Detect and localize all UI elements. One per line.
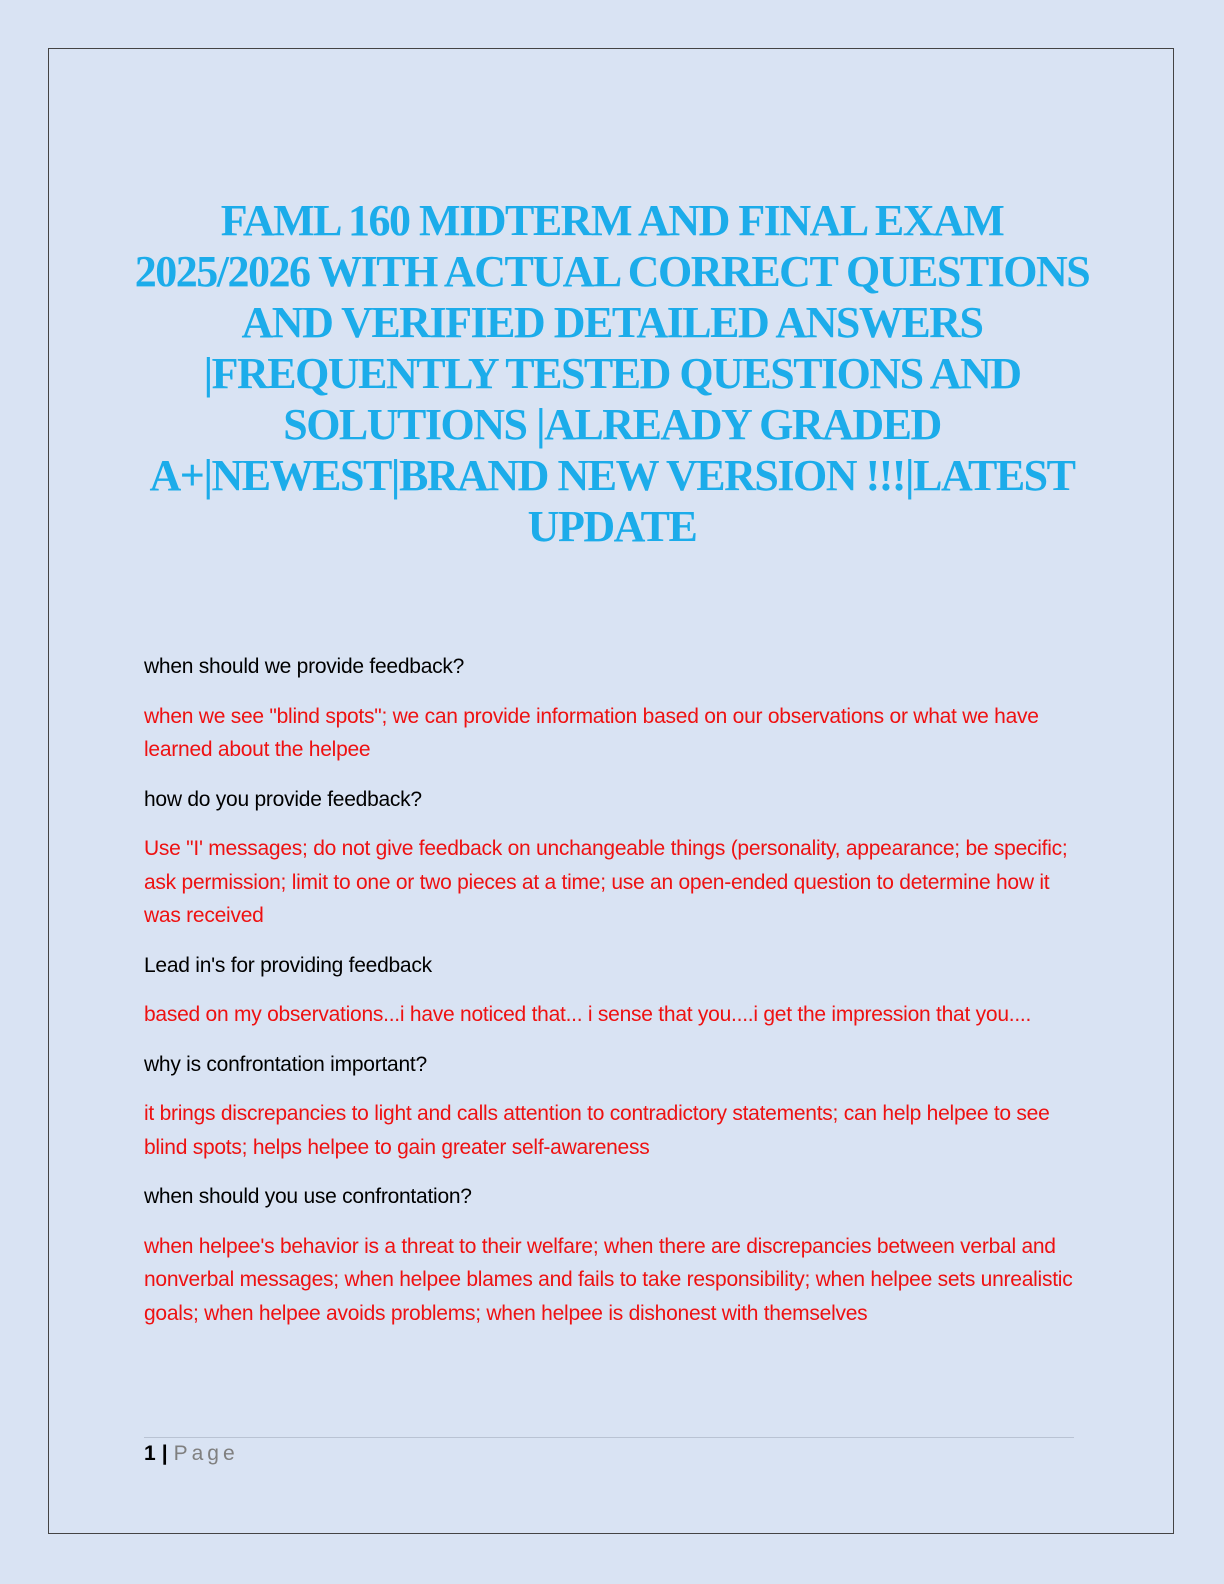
question-text: when should you use confrontation? bbox=[144, 1185, 472, 1208]
answer-text: when helpee's behavior is a threat to their welfare; when there are discrepancies between verbal and nonverbal messages; when helpee blames and fails to take responsibility; when helpee sets unrealistic goals; when helpee avoids problems; when helpee is dishonest with themselves bbox=[144, 1234, 1073, 1325]
question-text: how do you provide feedback? bbox=[144, 787, 422, 811]
qa-item bbox=[144, 1048, 1074, 1165]
answer-text: Use "I' messages; do not give feedback on unchangeable things (personality, appearance; be specific; ask permission; limit to one or two pieces at a time; use an open-ended question to determine how it was received bbox=[144, 837, 1068, 927]
page-label: Page bbox=[173, 1442, 239, 1465]
question-text: why is confrontation important? bbox=[144, 1052, 427, 1076]
page-number: 1 bbox=[144, 1442, 156, 1465]
answer-text: it brings discrepancies to light and calls attention to contradictory statements; can help helpee to see blind spots; helps helpee to gain greater self-awareness bbox=[144, 1102, 1050, 1159]
qa-list bbox=[144, 650, 1074, 1346]
page-footer bbox=[144, 1440, 239, 1468]
question-text: when should we provide feedback? bbox=[144, 655, 465, 678]
qa-item bbox=[144, 949, 1074, 1032]
document-title: FAML 160 MIDTERM AND FINAL EXAM 2025/2026 WITH ACTUAL CORRECT QUESTIONS AND VERIFIED DETAILED ANSWERS |FREQUENTLY TESTED QUESTIONS AND SOLUTIONS |ALREADY GRADED A+|NEWEST|BRAND NEW VERSION !!!|LATEST UPDATE bbox=[134, 196, 1090, 551]
footer-separator: | bbox=[161, 1442, 168, 1465]
answer-text: based on my observations...i have noticed that... i sense that you....i get the impression that you.... bbox=[144, 1003, 1032, 1026]
question-text: Lead in's for providing feedback bbox=[144, 953, 432, 977]
answer-text: when we see "blind spots"; we can provide information based on our observations or what we have learned about the helpee bbox=[144, 704, 1039, 761]
footer-divider bbox=[144, 1437, 1074, 1438]
qa-item bbox=[144, 1180, 1074, 1330]
qa-item bbox=[144, 783, 1074, 933]
qa-item bbox=[144, 650, 1074, 767]
